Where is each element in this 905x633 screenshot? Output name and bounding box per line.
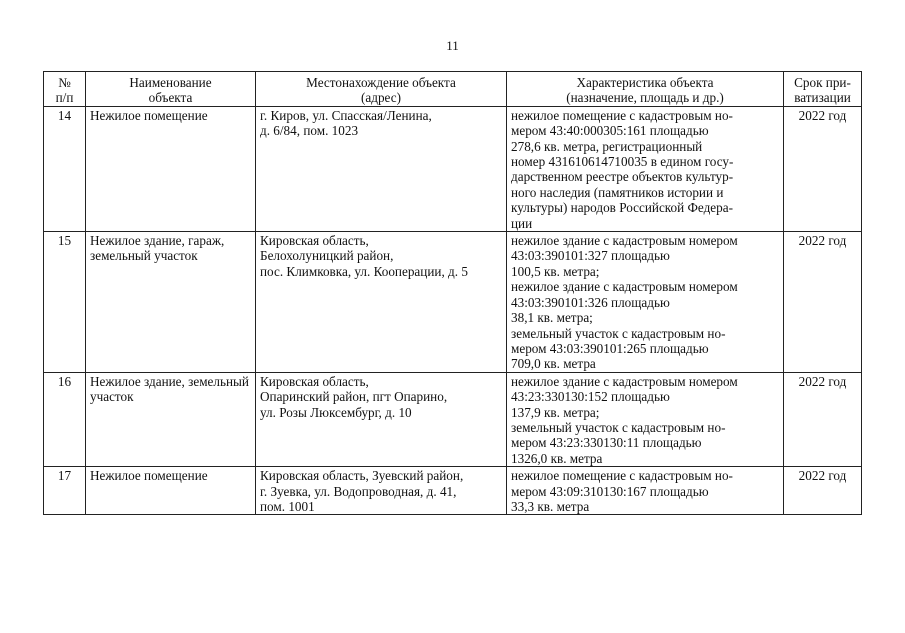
header-characteristics: Характеристика объекта (назначение, площадь и др.) [507,72,784,107]
object-address: Кировская область, Белохолуницкий район, пос. Климковка, ул. Кооперации, д. 5 [256,232,507,373]
object-address: г. Киров, ул. Спасская/Ленина, д. 6/84, пом. 1023 [256,106,507,231]
header-term: Срок при- ватизации [784,72,862,107]
object-address: Кировская область, Опаринский район, пгт Опарино, ул. Розы Люксембург, д. 10 [256,372,507,466]
row-number: 14 [44,106,86,231]
object-characteristics: нежилое помещение с кадастровым но- мером 43:40:000305:161 площадью 278,6 кв. метра, регистрационный номер 431610614710035 в едином госу- дарственном реестре объектов культур- ного наследия (памятников истории и культуры) народов Российской Федера- ции [507,106,784,231]
table-row [44,106,862,231]
header-name: Наименование объекта [86,72,256,107]
object-name: Нежилое здание, земельный участок [86,372,256,466]
object-name: Нежилое здание, гараж, земельный участок [86,232,256,373]
object-characteristics: нежилое здание с кадастровым номером 43:03:390101:327 площадью 100,5 кв. метра; нежилое здание с кадастровым номером 43:03:390101:326 площадью 38,1 кв. метра; земельный участок с кадастровым но- мером 43:03:390101:265 площадью 709,0 кв. метра [507,232,784,373]
row-number: 16 [44,372,86,466]
row-number: 17 [44,467,86,515]
privatization-term: 2022 год [784,372,862,466]
objects-table [43,71,862,515]
table-row [44,232,862,373]
table-row [44,372,862,466]
object-name: Нежилое помещение [86,106,256,231]
object-characteristics: нежилое здание с кадастровым номером 43:23:330130:152 площадью 137,9 кв. метра; земельный участок с кадастровым но- мером 43:23:330130:11 площадью 1326,0 кв. метра [507,372,784,466]
object-characteristics: нежилое помещение с кадастровым но- мером 43:09:310130:167 площадью 33,3 кв. метра [507,467,784,515]
header-address: Местонахождение объекта (адрес) [256,72,507,107]
table-header-row [44,72,862,107]
page-number: 11 [446,38,459,53]
header-num: № п/п [44,72,86,107]
privatization-term: 2022 год [784,232,862,373]
row-number: 15 [44,232,86,373]
object-name: Нежилое помещение [86,467,256,515]
privatization-term: 2022 год [784,467,862,515]
object-address: Кировская область, Зуевский район, г. Зуевка, ул. Водопроводная, д. 41, пом. 1001 [256,467,507,515]
table-row [44,467,862,515]
privatization-term: 2022 год [784,106,862,231]
